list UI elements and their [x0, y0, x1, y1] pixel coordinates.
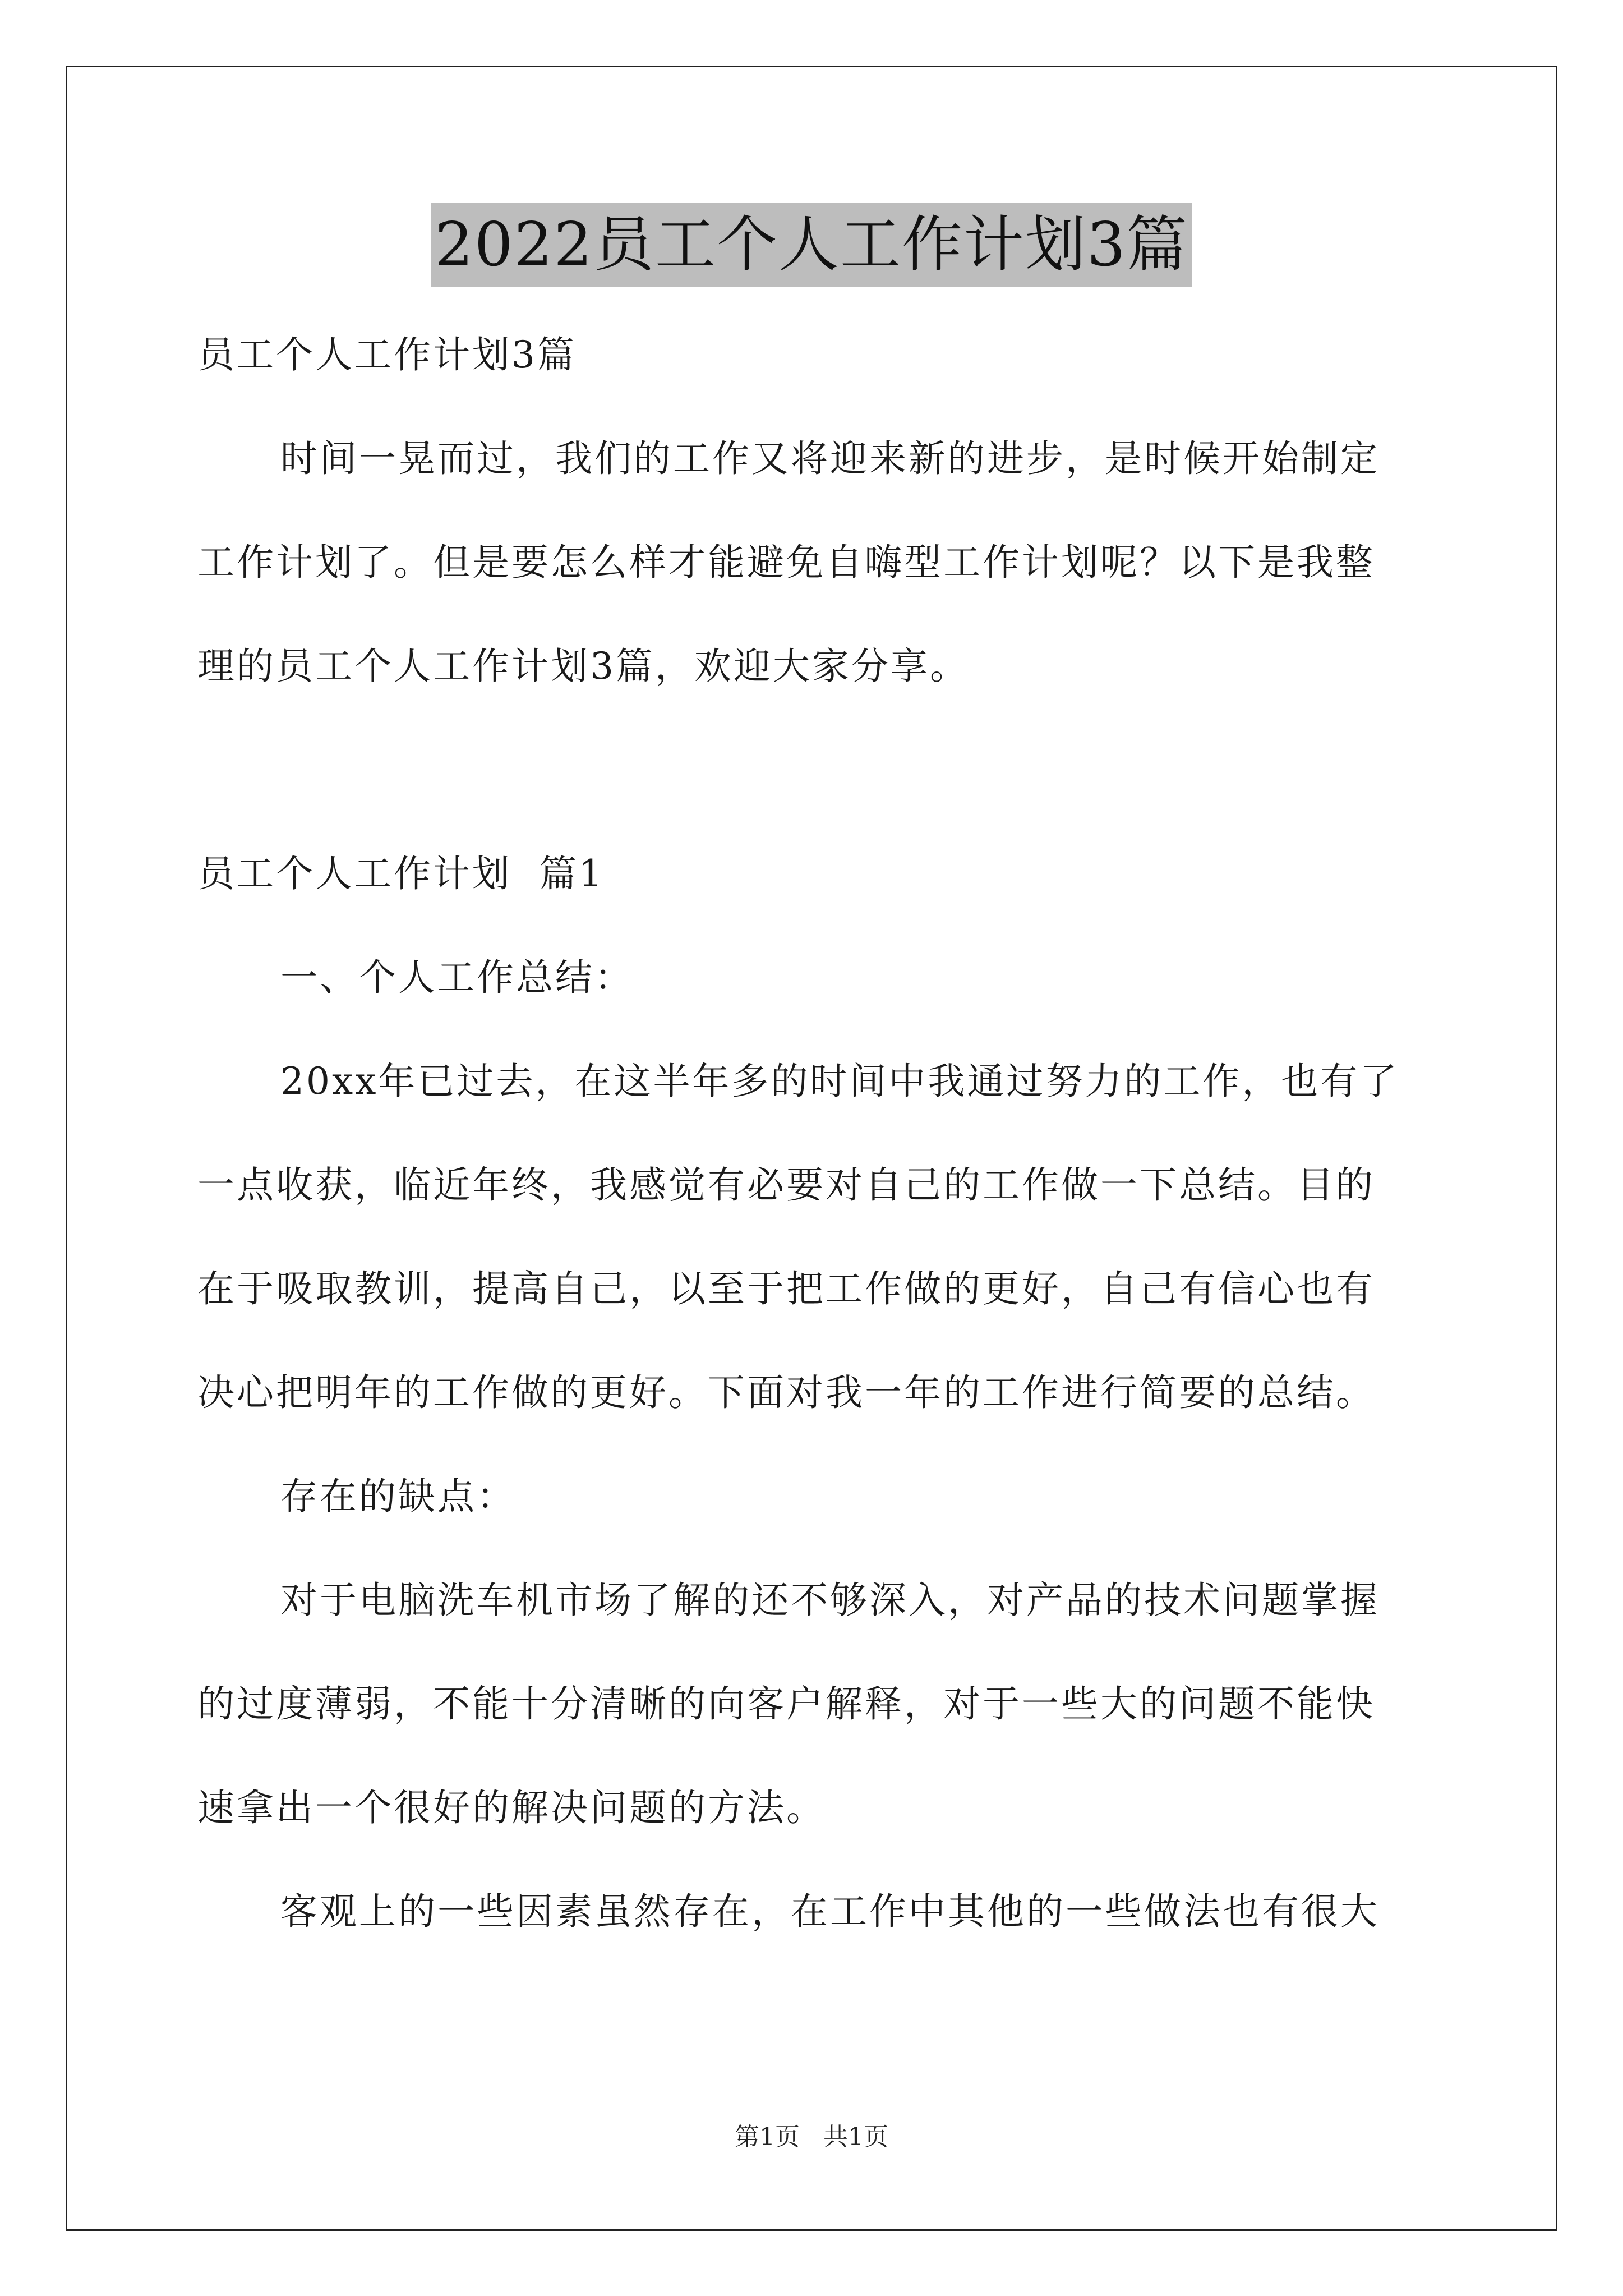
subtitle: 员工个人工作计划3篇	[197, 333, 577, 376]
item-heading: 一、个人工作总结：	[280, 956, 634, 999]
intro-line-1: 时间一晃而过，我们的工作又将迎来新的进步，是时候开始制定	[280, 437, 1380, 480]
summary-line-4: 决心把明年的工作做的更好。下面对我一年的工作进行简要的总结。	[197, 1371, 1375, 1414]
intro-line-3: 理的员工个人工作计划3篇，欢迎大家分享。	[197, 645, 969, 688]
section-heading: 员工个人工作计划 篇1	[197, 852, 605, 895]
page-footer: 第1页 共1页	[735, 2123, 888, 2151]
spacer	[197, 718, 1427, 822]
document-body	[197, 303, 1427, 1963]
document-title: 2022员工个人工作计划3篇	[431, 203, 1192, 287]
summary-line-3: 在于吸取教训，提高自己，以至于把工作做的更好，自己有信心也有	[197, 1267, 1375, 1310]
title-container	[0, 203, 1623, 287]
summary-line-1: 20xx年已过去，在这半年多的时间中我通过努力的工作，也有了	[280, 1060, 1399, 1103]
shortcomings-line-3: 速拿出一个很好的解决问题的方法。	[197, 1786, 826, 1829]
shortcomings-heading: 存在的缺点：	[280, 1475, 516, 1518]
shortcomings-line-2: 的过度薄弱，不能十分清晰的向客户解释，对于一些大的问题不能快	[197, 1682, 1375, 1726]
last-line: 客观上的一些因素虽然存在，在工作中其他的一些做法也有很大	[280, 1890, 1380, 1933]
summary-line-2: 一点收获，临近年终，我感觉有必要对自己的工作做一下总结。目的	[197, 1163, 1375, 1207]
intro-line-2: 工作计划了。但是要怎么样才能避免自嗨型工作计划呢？以下是我整	[197, 541, 1375, 584]
shortcomings-line-1: 对于电脑洗车机市场了解的还不够深入，对产品的技术问题掌握	[280, 1579, 1380, 1622]
